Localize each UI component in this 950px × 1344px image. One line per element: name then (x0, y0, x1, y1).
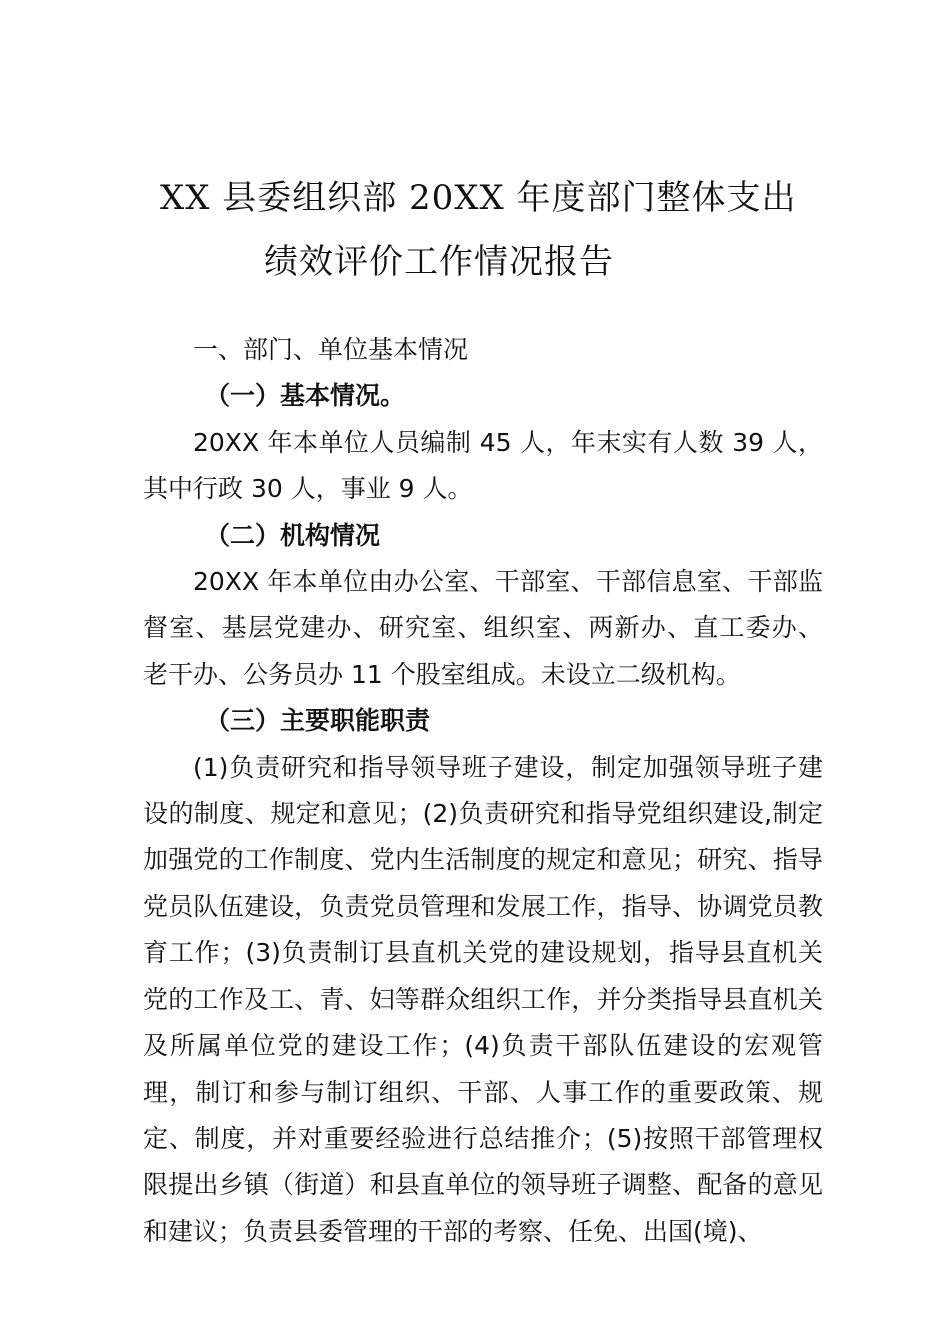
paragraph-staffing: 20XX 年本单位人员编制 45 人，年末实有人数 39 人，其中行政 30 人，事业 9 人。 (143, 427, 823, 504)
section-heading-basic-info: 一、部门、单位基本情况 (193, 335, 469, 364)
document-body (143, 327, 823, 1255)
paragraph-organization: 20XX 年本单位由办公室、干部室、干部信息室、干部监督室、基层党建办、研究室、组织室、两新办、直工委办、 老干办、公务员办 11 个股室组成。未设立二级机构。 (143, 567, 823, 689)
document-title-line-2: 绩效评价工作情况报告 (264, 242, 614, 282)
paragraph-duties: (1)负责研究和指导领导班子建设，制定加强领导班子建设的制度、规定和意见；(2)负责研究和指导党组织建设,制定加强党的工作制度、党内生活制度的规定和意见；研究、指导党员队伍建设，负责党员管理和发展工作，指导、协调党员教育工作；(3)负责制订县直机关党的建设规划，指导县直机关党的工作及工、青、妇等群众组织工作，并分类指导县直机关及所属单位党的建设工作；(4)负责干部队伍建设的宏观管理，制订和参与制订组织、干部、人事工作的重要政策、规定、制度，并对重要经验进行总结推介；(5)按照干部管理权限提出乡镇（街道）和县直单位的领导班子调整、配备的意见和建议；负责县委管理的干部的考察、任免、出国(境)、 (143, 752, 823, 1246)
subsection-heading-organization: （二）机构情况 (205, 520, 381, 550)
subsection-heading-duties: （三）主要职能职责 (205, 706, 431, 736)
subsection-heading-basic: （一）基本情况。 (205, 381, 406, 411)
document-title-line-1: XX 县委组织部 20XX 年度部门整体支出 (160, 178, 797, 218)
